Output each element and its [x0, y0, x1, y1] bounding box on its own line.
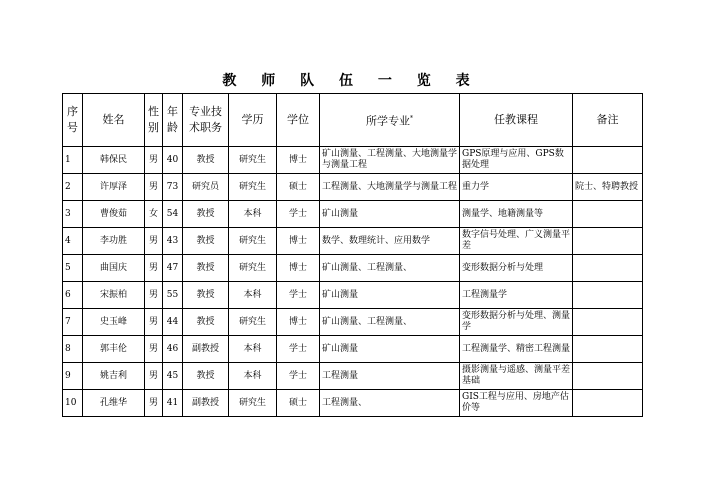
cell-seq: 7: [63, 309, 83, 336]
cell-name: 孔维华: [83, 390, 145, 417]
cell-courses: 变形数据分析与处理、测量学: [460, 309, 573, 336]
cell-name: 曲国庆: [83, 255, 145, 282]
header-name: 姓名: [83, 94, 145, 147]
cell-major: 矿山测量: [320, 201, 460, 228]
cell-gender: 男: [145, 174, 163, 201]
cell-major: 矿山测量: [320, 336, 460, 363]
cell-major: 工程测量: [320, 363, 460, 390]
cell-education: 本科: [229, 282, 277, 309]
cell-name: 韩保民: [83, 147, 145, 174]
cell-age: 54: [163, 201, 183, 228]
table-row: [63, 255, 643, 282]
cell-gender: 男: [145, 255, 163, 282]
cell-name: 郭丰伦: [83, 336, 145, 363]
cell-courses: GIS工程与应用、房地产估价等: [460, 390, 573, 417]
cell-name: 李功胜: [83, 228, 145, 255]
cell-courses: 工程测量学、精密工程测量: [460, 336, 573, 363]
cell-degree: 学士: [277, 282, 320, 309]
table-row: [63, 336, 643, 363]
header-major-label: 所学专业: [366, 114, 410, 128]
cell-major: 矿山测量、工程测量、: [320, 309, 460, 336]
header-seq: 序号: [63, 94, 83, 147]
cell-courses: 数字信号处理、广义测量平差: [460, 228, 573, 255]
cell-age: 73: [163, 174, 183, 201]
header-title: 专业技术职务: [183, 94, 229, 147]
cell-remarks: [573, 390, 643, 417]
cell-degree: 硕士: [277, 174, 320, 201]
cell-seq: 5: [63, 255, 83, 282]
header-education: 学历: [229, 94, 277, 147]
cell-remarks: [573, 336, 643, 363]
cell-gender: 女: [145, 201, 163, 228]
cell-courses: GPS原理与应用、GPS数据处理: [460, 147, 573, 174]
cell-gender: 男: [145, 282, 163, 309]
cell-education: 研究生: [229, 228, 277, 255]
table-title: 教 师 队 伍 一 览 表: [222, 73, 480, 89]
header-remarks: 备注: [573, 94, 643, 147]
cell-education: 研究生: [229, 390, 277, 417]
cell-degree: 学士: [277, 336, 320, 363]
table-row: [63, 228, 643, 255]
table-row: [63, 309, 643, 336]
cell-title: 教授: [183, 309, 229, 336]
cell-degree: 学士: [277, 363, 320, 390]
cell-age: 44: [163, 309, 183, 336]
cell-age: 47: [163, 255, 183, 282]
cell-title: 研究员: [183, 174, 229, 201]
cell-degree: 硕士: [277, 390, 320, 417]
cell-title: 教授: [183, 282, 229, 309]
cell-gender: 男: [145, 309, 163, 336]
cell-remarks: [573, 228, 643, 255]
cell-title: 副教授: [183, 390, 229, 417]
cell-seq: 3: [63, 201, 83, 228]
cell-education: 本科: [229, 363, 277, 390]
table-row: [63, 174, 643, 201]
cell-degree: 博士: [277, 255, 320, 282]
cell-age: 40: [163, 147, 183, 174]
cell-gender: 男: [145, 228, 163, 255]
cell-title: 教授: [183, 255, 229, 282]
cell-name: 姚吉利: [83, 363, 145, 390]
cell-title: 教授: [183, 147, 229, 174]
cell-name: 曹俊茹: [83, 201, 145, 228]
cell-name: 许厚泽: [83, 174, 145, 201]
cell-courses: 变形数据分析与处理: [460, 255, 573, 282]
cell-courses: 测量学、地籍测量等: [460, 201, 573, 228]
cell-title: 教授: [183, 228, 229, 255]
cell-seq: 6: [63, 282, 83, 309]
cell-seq: 9: [63, 363, 83, 390]
cell-major: 数学、数理统计、应用数学: [320, 228, 460, 255]
header-age: 年龄: [163, 94, 183, 147]
header-degree: 学位: [277, 94, 320, 147]
header-gender: 性别: [145, 94, 163, 147]
cell-education: 本科: [229, 201, 277, 228]
header-major-mark: *: [410, 114, 413, 122]
cell-gender: 男: [145, 147, 163, 174]
cell-gender: 男: [145, 363, 163, 390]
cell-education: 本科: [229, 336, 277, 363]
cell-remarks: 院士、特聘教授: [573, 174, 643, 201]
cell-major: 矿山测量: [320, 282, 460, 309]
cell-age: 46: [163, 336, 183, 363]
cell-name: 宋振柏: [83, 282, 145, 309]
cell-age: 41: [163, 390, 183, 417]
cell-remarks: [573, 282, 643, 309]
cell-gender: 男: [145, 390, 163, 417]
cell-title: 教授: [183, 201, 229, 228]
header-major: [320, 94, 460, 147]
cell-degree: 博士: [277, 309, 320, 336]
cell-degree: 博士: [277, 147, 320, 174]
cell-remarks: [573, 255, 643, 282]
cell-education: 研究生: [229, 147, 277, 174]
cell-seq: 8: [63, 336, 83, 363]
cell-education: 研究生: [229, 255, 277, 282]
cell-title: 教授: [183, 363, 229, 390]
cell-education: 研究生: [229, 174, 277, 201]
header-row: [63, 94, 643, 147]
cell-age: 55: [163, 282, 183, 309]
table-row: [63, 201, 643, 228]
table-row: [63, 147, 643, 174]
cell-title: 副教授: [183, 336, 229, 363]
cell-major: 矿山测量、工程测量、: [320, 255, 460, 282]
cell-major: 工程测量、: [320, 390, 460, 417]
cell-remarks: [573, 201, 643, 228]
cell-age: 45: [163, 363, 183, 390]
cell-gender: 男: [145, 336, 163, 363]
cell-education: 研究生: [229, 309, 277, 336]
table-row: [63, 390, 643, 417]
faculty-table: [62, 93, 643, 417]
cell-degree: 学士: [277, 201, 320, 228]
header-courses: 任教课程: [460, 94, 573, 147]
cell-degree: 博士: [277, 228, 320, 255]
cell-remarks: [573, 309, 643, 336]
table-row: [63, 363, 643, 390]
cell-courses: 重力学: [460, 174, 573, 201]
cell-seq: 4: [63, 228, 83, 255]
cell-age: 43: [163, 228, 183, 255]
cell-name: 史玉峰: [83, 309, 145, 336]
cell-remarks: [573, 147, 643, 174]
cell-major: 矿山测量、工程测量、大地测量学与测量工程: [320, 147, 460, 174]
cell-seq: 2: [63, 174, 83, 201]
table-row: [63, 282, 643, 309]
cell-courses: 工程测量学: [460, 282, 573, 309]
cell-seq: 1: [63, 147, 83, 174]
cell-major: 工程测量、大地测量学与测量工程: [320, 174, 460, 201]
cell-seq: 10: [63, 390, 83, 417]
cell-courses: 摄影测量与遥感、测量平差基础: [460, 363, 573, 390]
cell-remarks: [573, 363, 643, 390]
